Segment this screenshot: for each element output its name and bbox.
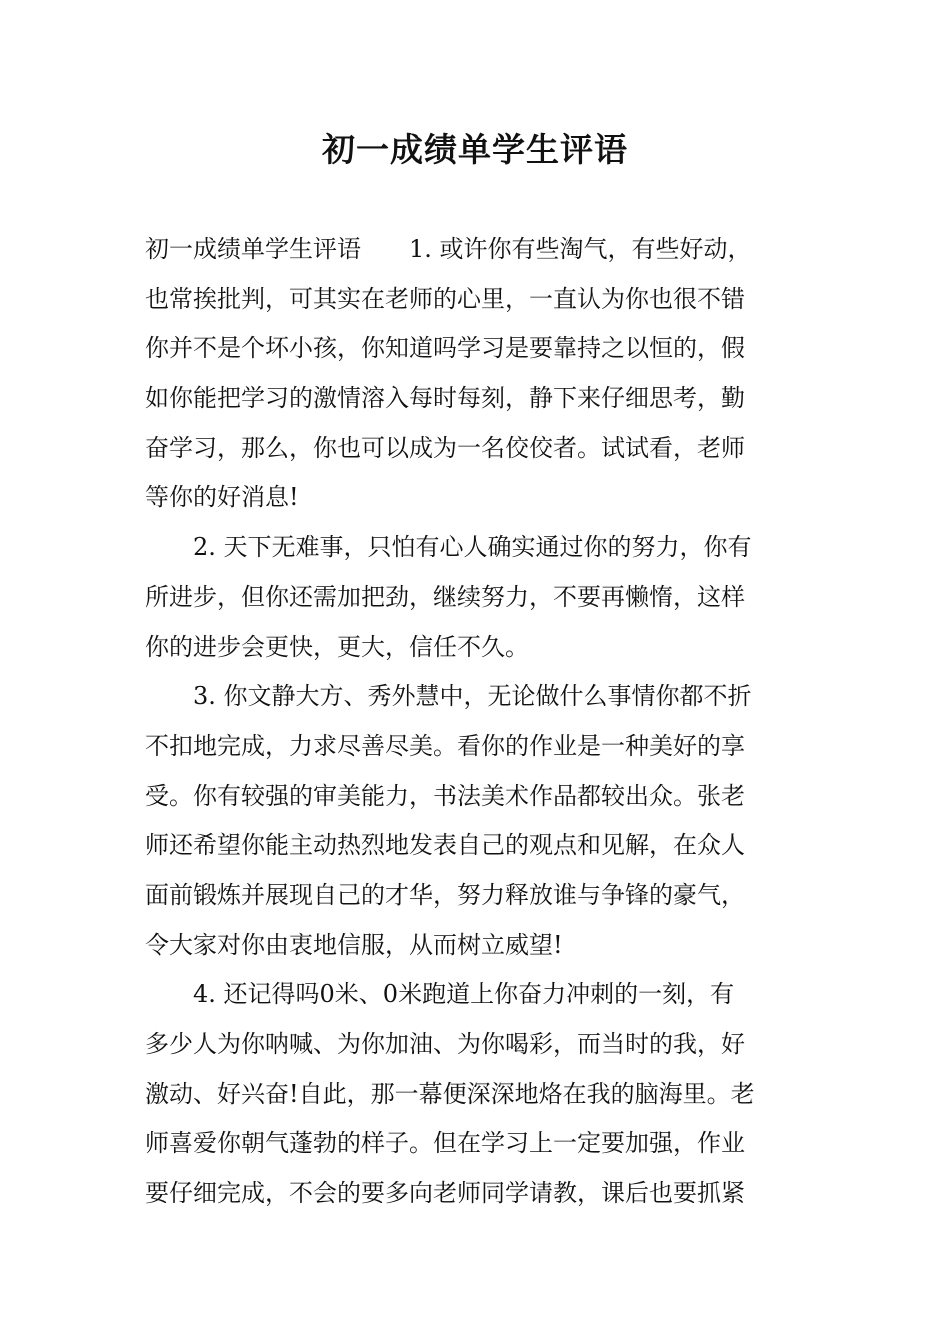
body-line: 如你能把学习的激情溶入每时每刻，静下来仔细思考，勤 — [145, 384, 745, 413]
body-line: 师喜爱你朝气蓬勃的样子。但在学习上一定要加强，作业 — [145, 1129, 745, 1158]
body-line: 初一成绩单学生评语 1. 或许你有些淘气，有些好动， — [145, 235, 752, 263]
body-line: 受。你有较强的审美能力，书法美术作品都较出众。张老 — [145, 781, 745, 810]
body-line: 等你的好消息! — [145, 483, 299, 512]
body-line: 令大家对你由衷地信服，从而树立威望! — [145, 930, 563, 959]
document-body — [145, 225, 807, 1219]
body-line: 奋学习，那么，你也可以成为一名佼佼者。试试看，老师 — [145, 433, 745, 462]
body-line: 所进步，但你还需加把劲，继续努力，不要再懒惰，这样 — [145, 582, 745, 611]
body-line: 你并不是个坏小孩，你知道吗学习是要靠持之以恒的，假 — [145, 334, 745, 363]
body-line: 3. 你文静大方、秀外慧中，无论做什么事情你都不折 — [145, 682, 752, 711]
body-line: 激动、好兴奋!自此，那一幕便深深地烙在我的脑海里。老 — [145, 1079, 755, 1108]
body-line: 面前锻炼并展现自己的才华，努力释放谁与争锋的豪气， — [145, 880, 745, 909]
body-line: 多少人为你呐喊、为你加油、为你喝彩，而当时的我，好 — [145, 1030, 745, 1058]
body-line: 也常挨批判，可其实在老师的心里，一直认为你也很不错 — [145, 284, 745, 313]
body-line: 你的进步会更快，更大，信任不久。 — [145, 632, 529, 661]
body-line: 要仔细完成，不会的要多向老师同学请教，课后也要抓紧 — [145, 1179, 745, 1208]
document-title: 初一成绩单学生评语 — [322, 130, 628, 169]
body-line: 不扣地完成，力求尽善尽美。看你的作业是一种美好的享 — [145, 731, 745, 760]
body-line: 2. 天下无难事，只怕有心人确实通过你的努力，你有 — [145, 533, 752, 562]
body-line: 4. 还记得吗0米、0米跑道上你奋力冲刺的一刻，有 — [145, 980, 735, 1009]
body-line: 师还希望你能主动热烈地发表自己的观点和见解，在众人 — [145, 831, 745, 860]
